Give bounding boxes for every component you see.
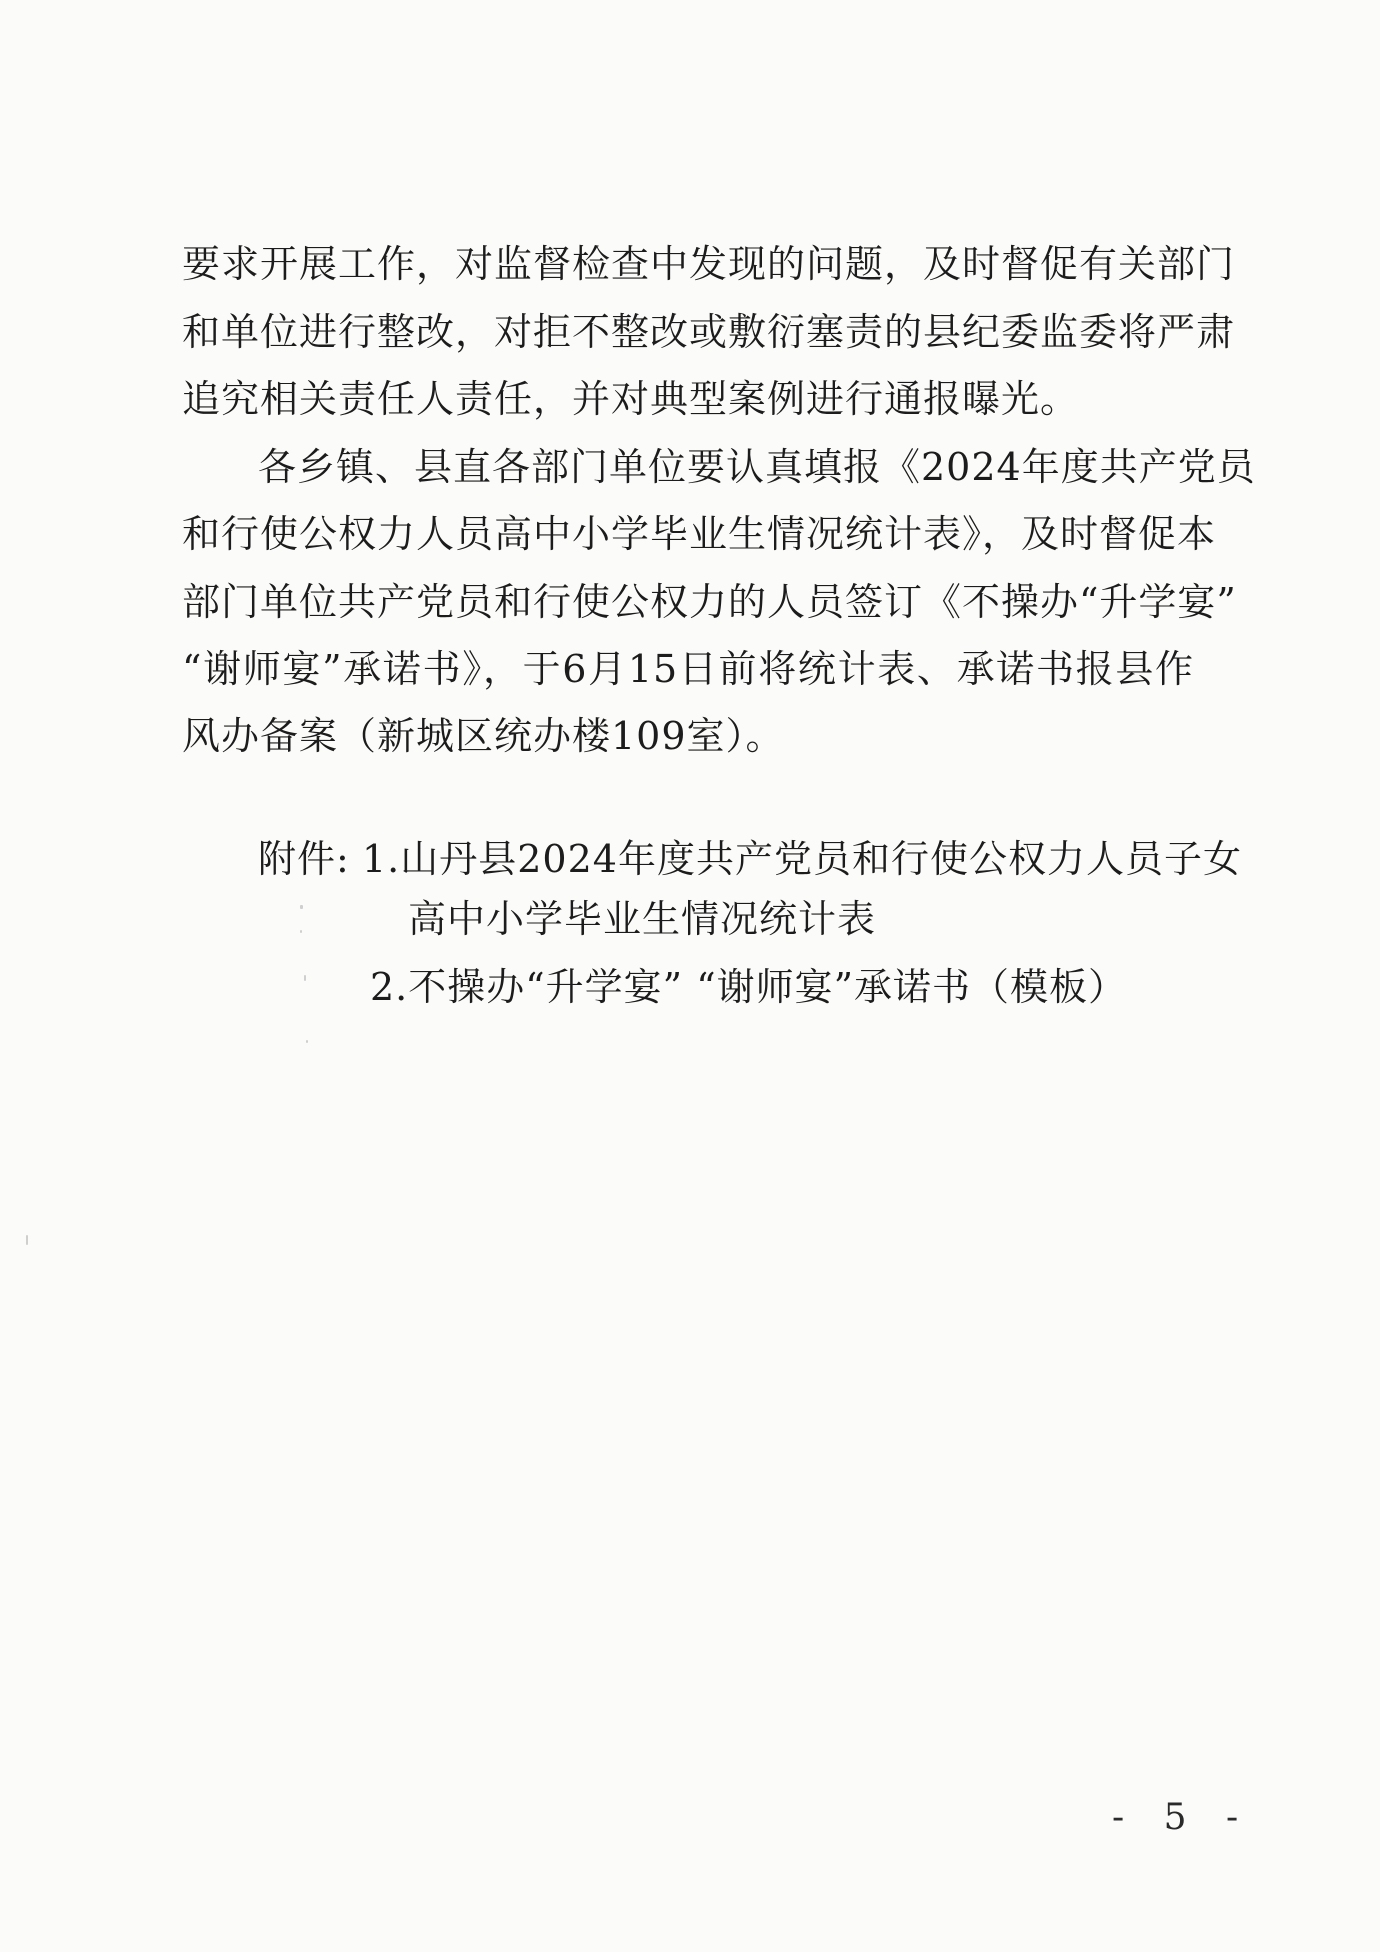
page-number: - 5 - xyxy=(1112,1797,1253,1838)
body-line-7: “谢师宴”承诺书》，于6月15日前将统计表、承诺书报县作 xyxy=(182,647,1194,691)
attachments-label: 附件: xyxy=(258,837,350,881)
scan-speck xyxy=(306,1040,308,1043)
attachment-item-1: 1.山丹县2024年度共产党员和行使公权力人员子女 xyxy=(362,837,1242,881)
attachment-item-1-continued: 高中小学毕业生情况统计表 xyxy=(408,897,877,941)
body-line-1: 要求开展工作，对监督检查中发现的问题，及时督促有关部门 xyxy=(182,242,1236,286)
scan-speck xyxy=(26,1235,28,1245)
body-line-3: 追究相关责任人责任，并对典型案例进行通报曝光。 xyxy=(182,377,1080,421)
body-line-2: 和单位进行整改，对拒不整改或敷衍塞责的县纪委监委将严肃 xyxy=(182,310,1236,354)
attachment-item-2: 2.不操办“升学宴” “谢师宴”承诺书（模板） xyxy=(370,965,1128,1009)
body-line-4: 各乡镇、县直各部门单位要认真填报《2024年度共产党员 xyxy=(258,445,1256,489)
scan-speck xyxy=(300,930,302,933)
body-line-6: 部门单位共产党员和行使公权力的人员签订《不操办“升学宴” xyxy=(182,580,1237,624)
body-line-5: 和行使公权力人员高中小学毕业生情况统计表》，及时督促本 xyxy=(182,512,1217,556)
scan-speck xyxy=(304,975,306,981)
scan-speck xyxy=(300,905,303,909)
body-line-8: 风办备案（新城区统办楼109室）。 xyxy=(182,714,785,758)
